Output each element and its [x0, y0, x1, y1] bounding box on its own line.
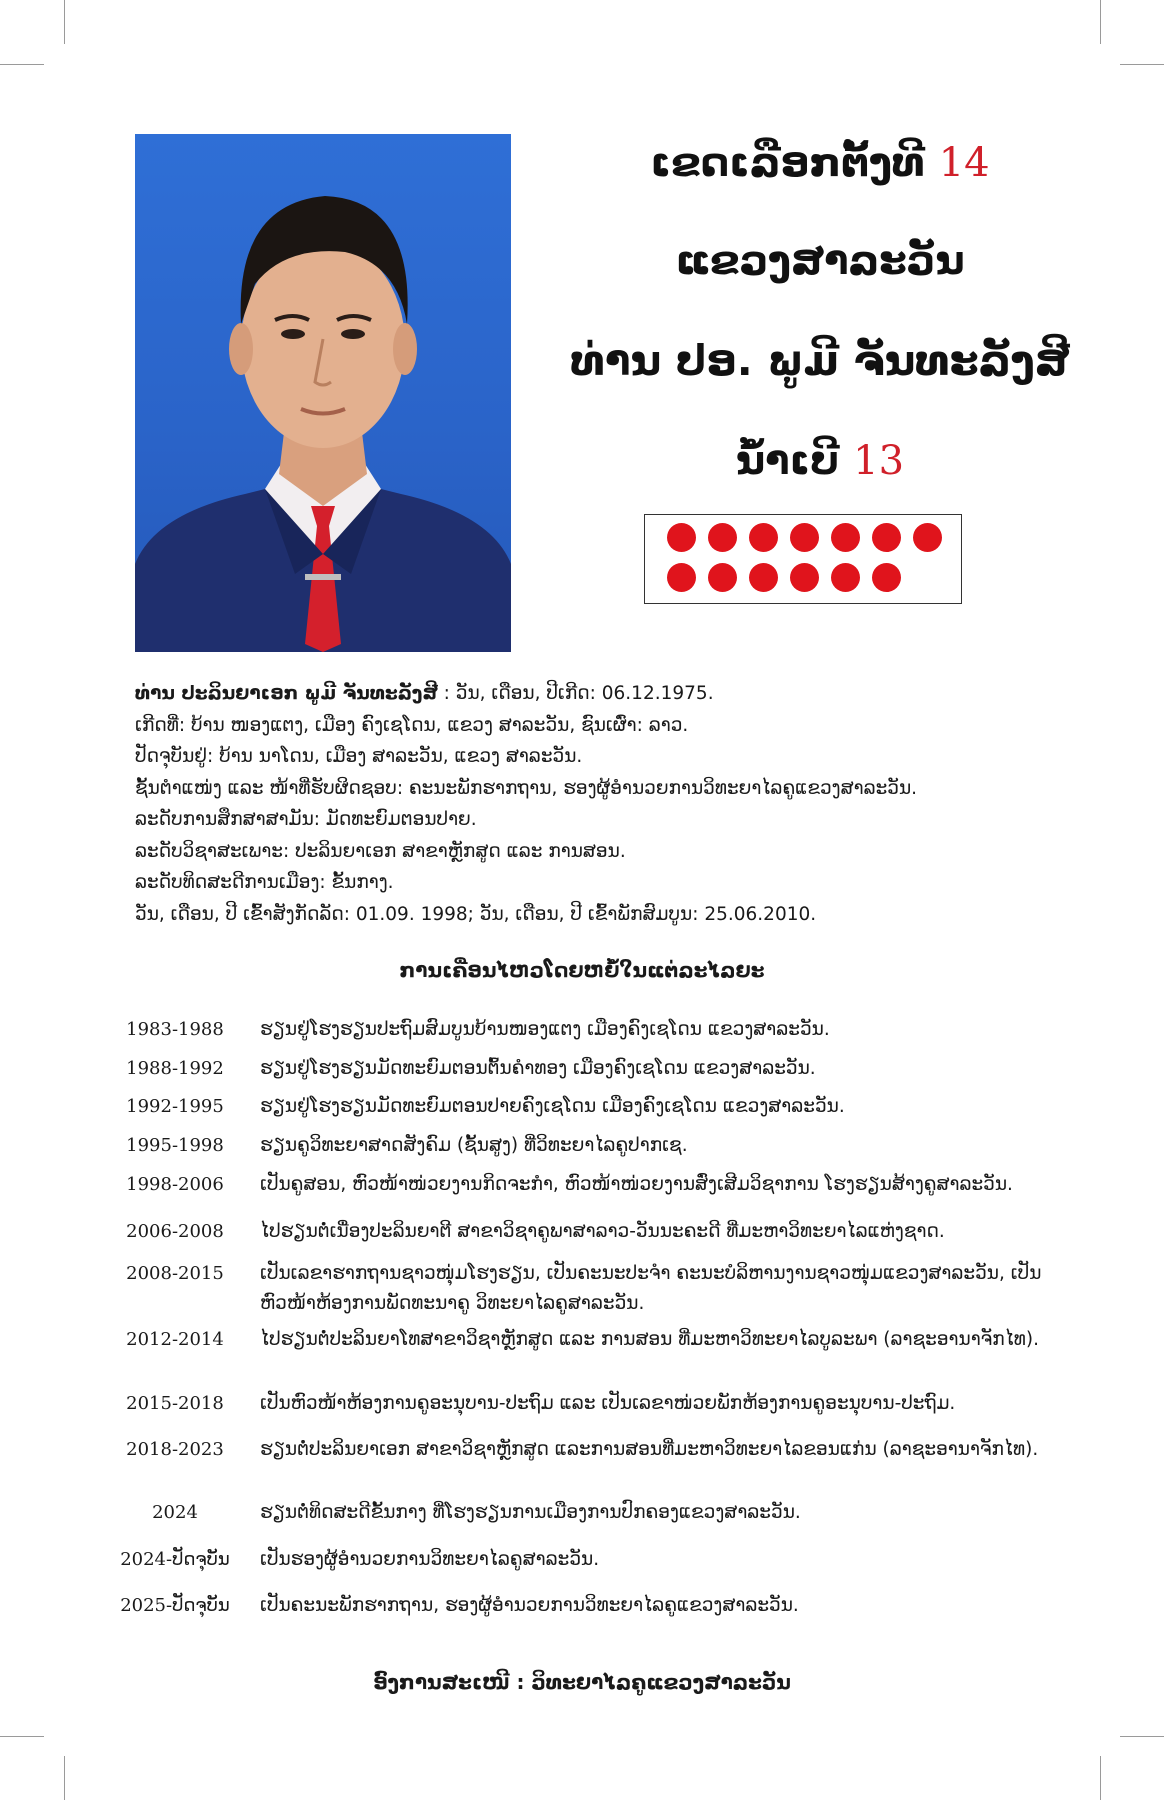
history-text: ຮຽນຢູ່ໂຮງຮຽນມັດທະຍົມຕອນຕົ້ນຄໍາທອງ ເມືອງຄົງເຊໂດນ ແຂວງສາລະວັນ.	[260, 1058, 816, 1079]
district-label: ເຂດເລືອກຕັ້ງທີ	[650, 140, 925, 186]
ballot-dot	[872, 523, 901, 552]
history-year: 2024	[152, 1502, 198, 1523]
info-line-position: ຊັ້ນຕໍາແໜ່ງ ແລະ ໜ້າທີ່ຮັບຜິດຊອບ: ຄະນະພັກຮາກຖານ, ຮອງຜູ້ອໍານວຍການວິທະຍາໄລຄູແຂວງສາລະວັນ.	[135, 777, 918, 799]
history-text: ຮຽນຕໍ່ທິດສະດີຂັ້ນກາງ ທີ່ໂຮງຮຽນການເມືອງການປົກຄອງແຂວງສາລະວັນ.	[260, 1502, 801, 1523]
history-year: 1983-1988	[126, 1019, 224, 1040]
history-year: 1995-1998	[126, 1135, 224, 1156]
footer-proposer: ອົງການສະເໜີ : ວິທະຍາໄລຄູແຂວງສາລະວັນ	[373, 1670, 791, 1694]
info-line-birthplace: ເກີດທີ່: ບ້ານ ໜອງແຕງ, ເມືອງ ຄົງເຊໂດນ, ແຂວງ ສາລະວັນ, ຊົນເຜົ່າ: ລາວ.	[135, 714, 689, 736]
history-year: 1992-1995	[126, 1096, 224, 1117]
crop-mark	[1100, 1756, 1101, 1800]
ballot-dot	[667, 563, 696, 592]
ballot-dot	[790, 523, 819, 552]
crop-mark	[0, 64, 44, 65]
crop-mark	[0, 1736, 44, 1737]
history-text: ເປັນຄະນະພັກຮາກຖານ, ຮອງຜູ້ອໍານວຍການວິທະຍາໄລຄູແຂວງສາລະວັນ.	[260, 1595, 799, 1616]
ballot-dot	[831, 563, 860, 592]
info-name: ທ່ານ ປະລິນຍາເອກ ພູມີ ຈັນທະລັງສີ	[135, 683, 438, 704]
portrait-illustration	[135, 134, 511, 652]
history-text: ໄປຮຽນຕໍ່ເນື່ອງປະລິນຍາຕີ ສາຂາວິຊາຄູພາສາລາວ-ວັນນະຄະດີ ທີ່ມະຫາວິທະຍາໄລແຫ່ງຊາດ.	[260, 1221, 945, 1242]
ballot-dot	[790, 563, 819, 592]
ballot-dot	[831, 523, 860, 552]
crop-mark	[1120, 64, 1164, 65]
history-year: 2012-2014	[126, 1329, 224, 1350]
personal-info	[135, 678, 1085, 930]
history-year: 1998-2006	[126, 1174, 224, 1195]
history-text: ຮຽນຄູວິທະຍາສາດສັງຄົມ (ຊັ້ນສູງ) ທີ່ວິທະຍາໄລຄູປາກເຊ.	[260, 1135, 688, 1156]
district-heading	[520, 140, 1120, 186]
history-year: 2018-2023	[126, 1439, 224, 1460]
history-text: ເປັນເລຂາຮາກຖານຊາວໜຸ່ມໂຮງຮຽນ, ເປັນຄະນະປະຈໍາ ຄະນະບໍລິຫານງານຊາວໜຸ່ມແຂວງສາລະວັນ, ເປັນຫົວໜ້າຫ້ອງການພັດທະນາຄູ ວິທະຍາໄລຄູສາລະວັນ.	[260, 1263, 1042, 1314]
ballot-dot	[708, 563, 737, 592]
crop-mark	[64, 0, 65, 44]
history-year: 2006-2008	[126, 1221, 224, 1242]
ballot-dot	[749, 563, 778, 592]
info-birth: : ວັນ, ເດືອນ, ປີເກີດ: 06.12.1975.	[437, 683, 714, 704]
crop-mark	[64, 1756, 65, 1800]
history-year: 2015-2018	[126, 1393, 224, 1414]
ballot-dot	[749, 523, 778, 552]
candidate-photo	[135, 134, 511, 652]
ballot-dot	[708, 523, 737, 552]
history-text: ຮຽນຢູ່ໂຮງຮຽນປະຖົມສົມບູນບ້ານໜອງແຕງ ເມືອງຄົງເຊໂດນ ແຂວງສາລະວັນ.	[260, 1019, 830, 1040]
info-line-education: ລະດັບການສຶກສາສາມັນ: ມັດທະຍົມຕອນປາຍ.	[135, 809, 477, 830]
history-text: ເປັນຄູສອນ, ຫົວໜ້າໜ່ວຍງານກິດຈະກໍາ, ຫົວໜ້າໜ່ວຍງານສົ່ງເສີມວິຊາການ ໂຮງຮຽນສ້າງຄູສາລະວັນ.	[260, 1174, 1013, 1195]
crop-mark	[1120, 1736, 1164, 1737]
ballot-number: 13	[853, 438, 905, 484]
history-year: 1988-1992	[126, 1058, 224, 1079]
history-title: ການເຄື່ອນໄຫວໂດຍຫຍໍ້ໃນແຕ່ລະໄລຍະ	[399, 958, 765, 982]
ballot-dots-box	[644, 514, 962, 604]
ballot-label: ນໍ້າເບີ	[735, 438, 840, 484]
ballot-dot	[872, 563, 901, 592]
ballot-heading	[520, 438, 1120, 484]
history-year: 2008-2015	[126, 1263, 224, 1284]
info-line-political: ລະດັບທິດສະດີການເມືອງ: ຂັ້ນກາງ.	[135, 872, 394, 893]
info-line-dates: ວັນ, ເດືອນ, ປີ ເຂົ້າສັງກັດລັດ: 01.09. 1998; ວັນ, ເດືອນ, ປີ ເຂົ້າພັກສົມບູນ: 25.06.2010.	[135, 903, 817, 925]
history-year: 2025-ປັດຈຸບັນ	[120, 1595, 230, 1616]
history-text: ໄປຮຽນຕໍ່ປະລິນຍາໂທສາຂາວິຊາຫຼັກສູດ ແລະ ການສອນ ທີ່ມະຫາວິທະຍາໄລບູລະພາ (ລາຊະອານາຈັກໄທ).	[260, 1329, 1040, 1350]
history-text: ຮຽນຢູ່ໂຮງຮຽນມັດທະຍົມຕອນປາຍຄົງເຊໂດນ ເມືອງຄົງເຊໂດນ ແຂວງສາລະວັນ.	[260, 1096, 845, 1117]
history-text: ເປັນຫົວໜ້າຫ້ອງການຄູອະນຸບານ-ປະຖົມ ແລະ ເປັນເລຂາໜ່ວຍພັກຫ້ອງການຄູອະນຸບານ-ປະຖົມ.	[260, 1393, 956, 1414]
district-number: 14	[938, 140, 990, 186]
info-line-address: ປັດຈຸບັນຢູ່: ບ້ານ ນາໂດນ, ເມືອງ ສາລະວັນ, ແຂວງ ສາລະວັນ.	[135, 746, 583, 767]
history-year: 2024-ປັດຈຸບັນ	[120, 1549, 230, 1570]
ballot-dot	[667, 523, 696, 552]
candidate-name: ທ່ານ ປອ. ພູມີ ຈັນທະລັງສີ	[570, 336, 1070, 385]
info-line-degree: ລະດັບວິຊາສະເພາະ: ປະລິນຍາເອກ ສາຂາຫຼັກສູດ ແລະ ການສອນ.	[135, 840, 626, 862]
history-text: ຮຽນຕໍ່ປະລິນຍາເອກ ສາຂາວິຊາຫຼັກສູດ ແລະການສອນທີ່ມະຫາວິທະຍາໄລຂອນແກ່ນ (ລາຊະອານາຈັກໄທ).	[260, 1439, 1039, 1460]
ballot-dot	[913, 523, 942, 552]
history-text: ເປັນຮອງຜູ້ອໍານວຍການວິທະຍາໄລຄູສາລະວັນ.	[260, 1549, 600, 1570]
crop-mark	[1100, 0, 1101, 44]
province-heading: ແຂວງສາລະວັນ	[675, 238, 965, 284]
info-line-name	[135, 678, 1085, 710]
